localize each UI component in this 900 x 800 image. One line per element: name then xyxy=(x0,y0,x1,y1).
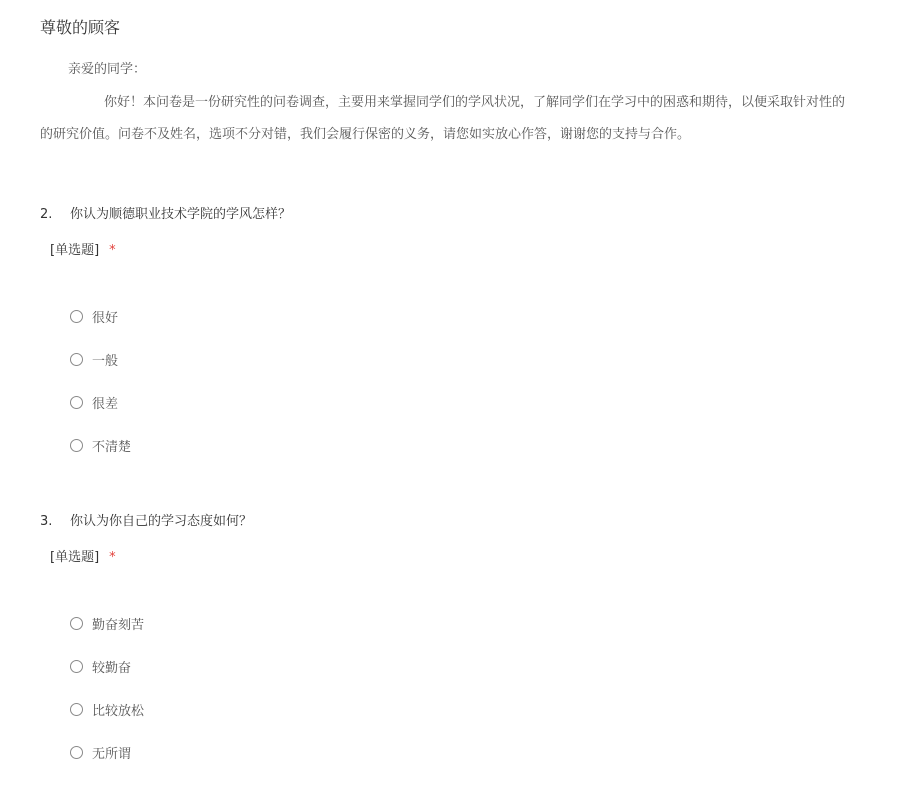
radio-button[interactable] xyxy=(70,353,83,366)
q3-option-3[interactable] xyxy=(70,699,144,719)
radio-button[interactable] xyxy=(70,703,83,716)
question-text: 你认为你自己的学习态度如何？ xyxy=(70,514,253,529)
intro-salutation: 亲爱的同学： xyxy=(68,62,147,77)
option-label: 无所谓 xyxy=(92,746,132,762)
option-label: 比较放松 xyxy=(92,703,145,719)
intro-paragraph-line-2: 的研究价值。问卷不及姓名，选项不分对错，我们会履行保密的义务，请您如实放心作答，谢谢您的支持与合作。 xyxy=(40,127,691,142)
option-label: 很好 xyxy=(92,310,119,326)
required-mark: * xyxy=(109,550,116,565)
question-text: 你认为顺德职业技术学院的学风怎样？ xyxy=(70,207,292,222)
question-2-type xyxy=(50,239,116,258)
page-title: 尊敬的顾客 xyxy=(40,18,121,37)
question-3-title xyxy=(40,510,252,529)
option-label: 很差 xyxy=(92,396,119,412)
q2-option-2[interactable] xyxy=(70,349,118,369)
option-label: 不清楚 xyxy=(92,439,132,455)
required-mark: * xyxy=(109,243,116,258)
q2-option-3[interactable] xyxy=(70,392,118,412)
question-number: 3. xyxy=(40,514,53,529)
question-type-label: [单选题] xyxy=(50,243,100,258)
radio-button[interactable] xyxy=(70,439,83,452)
option-label: 较勤奋 xyxy=(92,660,132,676)
q2-option-4[interactable] xyxy=(70,435,131,455)
q3-option-1[interactable] xyxy=(70,613,144,633)
option-label: 勤奋刻苦 xyxy=(92,617,145,633)
question-number: 2. xyxy=(40,207,53,222)
radio-button[interactable] xyxy=(70,310,83,323)
intro-paragraph-line-1: 你好！本问卷是一份研究性的问卷调查，主要用来掌握同学们的学风状况，了解同学们在学习中的困惑和期待，以便采取针对性的 xyxy=(104,95,846,110)
q3-option-2[interactable] xyxy=(70,656,131,676)
radio-button[interactable] xyxy=(70,396,83,409)
option-label: 一般 xyxy=(92,353,119,369)
q2-option-1[interactable] xyxy=(70,306,118,326)
radio-button[interactable] xyxy=(70,617,83,630)
q3-option-4[interactable] xyxy=(70,742,131,762)
question-3-type xyxy=(50,546,116,565)
radio-button[interactable] xyxy=(70,746,83,759)
radio-button[interactable] xyxy=(70,660,83,673)
question-type-label: [单选题] xyxy=(50,550,100,565)
question-2-title xyxy=(40,203,291,222)
